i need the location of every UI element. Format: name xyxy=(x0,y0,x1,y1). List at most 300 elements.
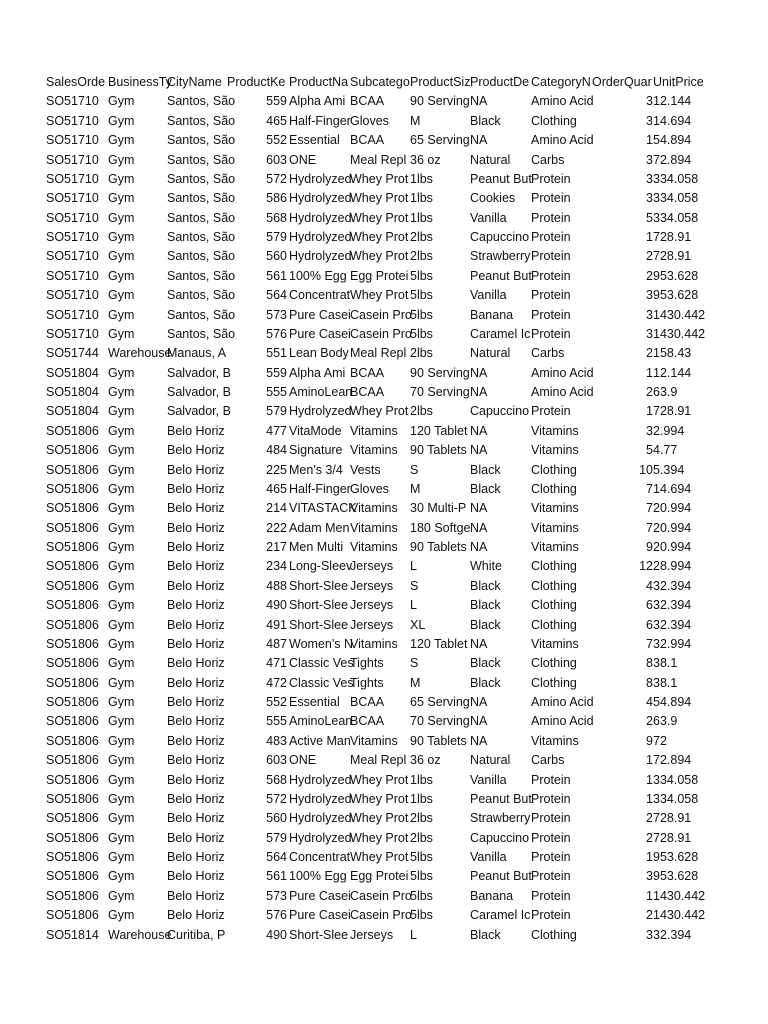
table-cell: Caramel Ic xyxy=(470,326,531,341)
table-cell: Warehouse xyxy=(108,346,172,361)
table-cell: Vanilla xyxy=(470,850,507,864)
table-cell: L xyxy=(410,927,417,942)
table-cell: 484 xyxy=(266,443,287,458)
table-cell: SO51806 xyxy=(46,578,99,593)
table-cell: 552 xyxy=(266,133,287,148)
table-cell: 32.994 xyxy=(653,636,692,651)
table-cell: SO51806 xyxy=(46,520,99,535)
table-cell: Gym xyxy=(108,753,135,768)
table-cell: 572 xyxy=(266,791,287,806)
table-cell: 120 Tablet xyxy=(410,423,468,438)
table-cell: Protein xyxy=(531,888,571,903)
table-cell: SO51806 xyxy=(46,636,99,651)
table-cell: White xyxy=(470,559,502,574)
table-cell: 334.058 xyxy=(653,791,699,806)
table-cell: 222 xyxy=(266,520,287,535)
table-cell: 90 Serving xyxy=(410,365,470,380)
table-cell: 561 xyxy=(266,869,287,884)
table-cell: 1 xyxy=(646,888,653,903)
table-cell: 6 xyxy=(646,617,653,632)
table-cell: Belo Horiz xyxy=(167,520,225,535)
table-cell: Santos, São xyxy=(167,191,236,206)
table-cell: 38.1 xyxy=(653,675,678,690)
table-cell: 12.144 xyxy=(653,365,692,380)
table-cell: Gym xyxy=(108,152,135,167)
table-cell: 559 xyxy=(266,365,287,380)
table-cell: Strawberry xyxy=(470,249,531,264)
table-cell: 334.058 xyxy=(653,210,699,225)
table-cell: 472 xyxy=(266,675,287,690)
table-cell: SO51806 xyxy=(46,830,99,845)
table-cell: Protein xyxy=(531,191,571,206)
table-cell: Amino Acid xyxy=(531,94,594,109)
table-cell: Black xyxy=(470,578,501,593)
table-cell: Gloves xyxy=(350,113,389,128)
table-cell: 2 xyxy=(646,908,653,923)
column-header: CityName xyxy=(167,75,222,89)
table-cell: 38.1 xyxy=(653,656,678,671)
table-cell: 728.91 xyxy=(653,404,692,419)
table-cell: 5lbs xyxy=(410,268,433,283)
table-cell: Concentrat xyxy=(289,288,351,303)
table-cell: 579 xyxy=(266,404,287,419)
column-header: SalesOrde xyxy=(46,75,106,89)
table-cell: 4 xyxy=(646,578,653,593)
table-cell: Meal Repl xyxy=(350,346,407,361)
table-cell: Belo Horiz xyxy=(167,714,225,729)
table-cell: 953.628 xyxy=(653,288,699,303)
table-cell: 488 xyxy=(266,578,287,593)
table-cell: Men's 3/4 xyxy=(289,462,343,477)
table-cell: 334.058 xyxy=(653,191,699,206)
table-cell: BCAA xyxy=(350,133,385,148)
table-cell: SO51806 xyxy=(46,753,99,768)
table-cell: 3 xyxy=(646,423,653,438)
table-cell: 2 xyxy=(646,346,653,361)
table-cell: Santos, São xyxy=(167,133,236,148)
table-cell: Belo Horiz xyxy=(167,462,225,477)
table-cell: Hydrolyzed xyxy=(289,404,352,419)
table-cell: Protein xyxy=(531,772,571,787)
table-cell: Gym xyxy=(108,656,135,671)
table-cell: Gym xyxy=(108,714,135,729)
table-cell: 28.994 xyxy=(653,559,692,574)
table-cell: Vanilla xyxy=(470,210,507,225)
table-cell: 953.628 xyxy=(653,850,699,864)
table-cell: 70 Serving xyxy=(410,714,470,729)
table-cell: Capuccino xyxy=(470,404,530,419)
table-cell: L xyxy=(410,598,417,613)
table-cell: Gym xyxy=(108,869,135,884)
table-cell: SO51804 xyxy=(46,365,99,380)
table-cell: 4.77 xyxy=(653,443,678,458)
table-cell: Cookies xyxy=(470,191,516,206)
table-cell: Belo Horiz xyxy=(167,636,225,651)
table-cell: Gym xyxy=(108,559,135,574)
table-cell: Clothing xyxy=(531,617,577,632)
table-cell: 5lbs xyxy=(410,326,433,341)
table-cell: Belo Horiz xyxy=(167,559,225,574)
table-cell: 32.394 xyxy=(653,598,692,613)
table-cell: Gym xyxy=(108,443,135,458)
table-cell: Clothing xyxy=(531,559,577,574)
table-cell: Jerseys xyxy=(350,617,394,632)
table-cell: Casein Pro xyxy=(350,908,412,923)
table-cell: 5lbs xyxy=(410,307,433,322)
table-cell: SO51806 xyxy=(46,811,99,826)
table-cell: Protein xyxy=(531,811,571,826)
table-cell: 3 xyxy=(646,869,653,884)
table-cell: 90 Tablets xyxy=(410,540,467,554)
table-cell: 30 Multi-P xyxy=(410,501,467,516)
table-cell: 12.144 xyxy=(653,94,692,109)
table-cell: Black xyxy=(470,481,501,496)
table-cell: 491 xyxy=(266,617,287,632)
table-cell: SO51710 xyxy=(46,249,99,264)
table-cell: SO51806 xyxy=(46,695,99,709)
table-cell: 65 Serving xyxy=(410,133,470,148)
table-cell: 1430.442 xyxy=(653,908,706,923)
table-cell: 1 xyxy=(646,772,653,787)
table-cell: Belo Horiz xyxy=(167,443,225,458)
table-cell: 2 xyxy=(646,249,653,264)
table-cell: 32.394 xyxy=(653,617,692,632)
table-cell: Clothing xyxy=(531,578,577,593)
table-cell: Gym xyxy=(108,249,135,264)
table-cell: Protein xyxy=(531,171,571,186)
table-cell: VITASTACK xyxy=(289,501,357,516)
table-cell: 490 xyxy=(266,927,287,942)
table-cell: Gym xyxy=(108,850,135,864)
table-cell: Concentrat xyxy=(289,850,351,864)
table-cell: Gym xyxy=(108,675,135,690)
table-cell: Whey Prot xyxy=(350,210,409,225)
table-cell: SO51806 xyxy=(46,423,99,438)
table-cell: Long-Sleev xyxy=(289,559,353,574)
table-cell: SO51804 xyxy=(46,385,99,399)
table-cell: Belo Horiz xyxy=(167,753,225,768)
table-cell: Gym xyxy=(108,617,135,632)
table-cell: 3 xyxy=(646,307,653,322)
table-cell: 3 xyxy=(646,171,653,186)
table-cell: SO51710 xyxy=(46,94,99,109)
table-cell: SO51806 xyxy=(46,772,99,787)
table-cell: 728.91 xyxy=(653,249,692,264)
table-cell: Carbs xyxy=(531,346,565,361)
table-cell: Clothing xyxy=(531,113,577,128)
table-cell: Vests xyxy=(350,462,381,477)
table-cell: Gym xyxy=(108,695,135,709)
table-cell: SO51806 xyxy=(46,559,99,574)
table-cell: 559 xyxy=(266,94,287,109)
table-cell: 551 xyxy=(266,346,287,361)
table-cell: Short-Slee xyxy=(289,598,349,613)
table-cell: Vitamins xyxy=(531,733,579,748)
table-cell: 20.994 xyxy=(653,501,692,516)
table-cell: SO51806 xyxy=(46,656,99,671)
table-cell: 2 xyxy=(646,714,653,729)
table-cell: Gym xyxy=(108,481,135,496)
table-cell: Whey Prot xyxy=(350,191,409,206)
table-cell: Carbs xyxy=(531,152,565,167)
table-cell: Vanilla xyxy=(470,288,507,303)
table-cell: Clothing xyxy=(531,462,577,477)
table-cell: Vitamins xyxy=(350,520,398,535)
table-cell: SO51806 xyxy=(46,598,99,613)
table-cell: SO51710 xyxy=(46,210,99,225)
table-cell: 2lbs xyxy=(410,230,433,244)
table-cell: 579 xyxy=(266,830,287,845)
table-cell: 1 xyxy=(646,404,653,419)
table-cell: BCAA xyxy=(350,714,385,729)
table-cell: 54.894 xyxy=(653,133,692,148)
table-cell: Belo Horiz xyxy=(167,481,225,496)
table-cell: Protein xyxy=(531,249,571,264)
table-cell: 3 xyxy=(646,326,653,341)
table-cell: Belo Horiz xyxy=(167,908,225,923)
table-cell: L xyxy=(410,559,417,574)
table-cell: NA xyxy=(470,520,488,535)
table-cell: 572 xyxy=(266,171,287,186)
table-cell: Whey Prot xyxy=(350,171,409,186)
table-cell: Belo Horiz xyxy=(167,540,225,554)
table-cell: 728.91 xyxy=(653,811,692,826)
table-cell: SO51806 xyxy=(46,462,99,477)
table-cell: Gym xyxy=(108,268,135,283)
table-cell: Black xyxy=(470,617,501,632)
table-cell: Essential xyxy=(289,695,340,709)
column-header: CategoryN xyxy=(531,75,591,89)
table-cell: 14.694 xyxy=(653,113,692,128)
table-cell: Whey Prot xyxy=(350,791,409,806)
table-cell: 334.058 xyxy=(653,171,699,186)
table-cell: NA xyxy=(470,695,488,709)
table-cell: Pure Casei xyxy=(289,888,351,903)
table-cell: 1430.442 xyxy=(653,307,706,322)
table-cell: Protein xyxy=(531,210,571,225)
table-cell: Capuccino xyxy=(470,830,530,845)
table-cell: 3 xyxy=(646,94,653,109)
table-cell: Caramel Ic xyxy=(470,908,531,923)
table-cell: Amino Acid xyxy=(531,385,594,399)
table-cell: Whey Prot xyxy=(350,249,409,264)
table-cell: Adam Men xyxy=(289,520,350,535)
column-header: ProductNa xyxy=(289,75,349,89)
table-cell: Vitamins xyxy=(350,733,398,748)
table-cell: Protein xyxy=(531,791,571,806)
table-cell: Vitamins xyxy=(531,443,579,458)
table-cell: Belo Horiz xyxy=(167,888,225,903)
table-cell: 158.43 xyxy=(653,346,692,361)
table-cell: Vitamins xyxy=(531,423,579,438)
table-cell: Belo Horiz xyxy=(167,791,225,806)
table-cell: Santos, São xyxy=(167,326,236,341)
table-cell: Gym xyxy=(108,365,135,380)
column-header: BusinessTy xyxy=(108,75,172,89)
table-cell: Santos, São xyxy=(167,249,236,264)
table-cell: 3 xyxy=(646,152,653,167)
table-cell: 214 xyxy=(266,501,287,516)
table-cell: 234 xyxy=(266,559,287,574)
table-cell: BCAA xyxy=(350,695,385,709)
table-cell: 90 Tablets xyxy=(410,733,467,748)
table-cell: AminoLean xyxy=(289,385,353,399)
table-cell: 490 xyxy=(266,598,287,613)
table-cell: 20.994 xyxy=(653,540,692,554)
table-cell: Jerseys xyxy=(350,578,394,593)
table-cell: 579 xyxy=(266,230,287,244)
table-cell: Protein xyxy=(531,404,571,419)
table-cell: NA xyxy=(470,133,488,148)
table-cell: Jerseys xyxy=(350,927,394,942)
table-cell: Gym xyxy=(108,385,135,399)
table-cell: Amino Acid xyxy=(531,133,594,148)
table-cell: 334.058 xyxy=(653,772,699,787)
table-cell: Natural xyxy=(470,753,511,768)
table-cell: NA xyxy=(470,636,488,651)
table-cell: Gym xyxy=(108,307,135,322)
table-cell: Black xyxy=(470,656,501,671)
table-cell: Black xyxy=(470,675,501,690)
table-cell: 3 xyxy=(646,113,653,128)
table-cell: 728.91 xyxy=(653,830,692,845)
table-cell: Hydrolyzed xyxy=(289,171,352,186)
table-cell: 5lbs xyxy=(410,288,433,303)
table-cell: M xyxy=(410,113,421,128)
table-cell: Warehouse xyxy=(108,927,172,942)
table-cell: 1 xyxy=(646,850,653,864)
table-cell: NA xyxy=(470,714,488,729)
table-cell: SO51814 xyxy=(46,927,99,942)
table-cell: Gym xyxy=(108,326,135,341)
table-cell: Short-Slee xyxy=(289,578,349,593)
table-cell: 2 xyxy=(646,385,653,399)
table-cell: SO51710 xyxy=(46,152,99,167)
table-cell: Amino Acid xyxy=(531,695,594,709)
table-cell: SO51806 xyxy=(46,501,99,516)
table-cell: Protein xyxy=(531,830,571,845)
table-cell: Carbs xyxy=(531,753,565,768)
table-cell: Salvador, B xyxy=(167,365,231,380)
table-cell: SO51806 xyxy=(46,675,99,690)
table-cell: 2 xyxy=(646,811,653,826)
table-cell: Whey Prot xyxy=(350,772,409,787)
column-header: UnitPrice xyxy=(653,75,704,89)
table-cell: Belo Horiz xyxy=(167,675,225,690)
table-cell: SO51806 xyxy=(46,908,99,923)
table-cell: Clothing xyxy=(531,598,577,613)
table-cell: Gym xyxy=(108,462,135,477)
table-cell: SO51806 xyxy=(46,443,99,458)
table-cell: Curitiba, P xyxy=(167,927,226,942)
table-cell: 1 xyxy=(646,365,653,380)
table-cell: 20.994 xyxy=(653,520,692,535)
table-cell: Protein xyxy=(531,268,571,283)
table-cell: SO51806 xyxy=(46,714,99,729)
table-cell: Gym xyxy=(108,811,135,826)
table-cell: 576 xyxy=(266,908,287,923)
table-cell: NA xyxy=(470,443,488,458)
table-cell: 603 xyxy=(266,152,287,167)
table-cell: Santos, São xyxy=(167,210,236,225)
table-cell: NA xyxy=(470,733,488,748)
table-cell: 7 xyxy=(646,501,653,516)
table-cell: 603 xyxy=(266,753,287,768)
table-cell: 487 xyxy=(266,636,287,651)
column-header: ProductSiz xyxy=(410,75,471,89)
table-cell: Whey Prot xyxy=(350,830,409,845)
table-cell: Santos, São xyxy=(167,230,236,244)
table-cell: 555 xyxy=(266,385,287,399)
table-cell: 9 xyxy=(646,540,653,554)
table-cell: S xyxy=(410,578,419,593)
table-cell: Hydrolyzed xyxy=(289,230,352,244)
table-cell: Gym xyxy=(108,133,135,148)
table-cell: SO51806 xyxy=(46,540,99,554)
table-cell: Santos, São xyxy=(167,152,236,167)
table-cell: 180 Softge xyxy=(410,520,471,535)
table-cell: NA xyxy=(470,540,488,554)
table-cell: S xyxy=(410,656,419,671)
table-cell: Alpha Ami xyxy=(289,94,346,109)
table-cell: Hydrolyzed xyxy=(289,772,352,787)
table-cell: 120 Tablet xyxy=(410,636,468,651)
table-cell: 1 xyxy=(646,753,653,768)
table-cell: 8 xyxy=(646,675,653,690)
table-cell: Active Man xyxy=(289,733,351,748)
table-cell: 1lbs xyxy=(410,791,433,806)
table-cell: SO51710 xyxy=(46,191,99,206)
table-cell: 36 oz xyxy=(410,753,441,768)
table-cell: 471 xyxy=(266,656,287,671)
table-cell: Salvador, B xyxy=(167,385,231,399)
table-cell: Vitamins xyxy=(350,636,398,651)
table-cell: 225 xyxy=(266,462,287,477)
table-cell: Black xyxy=(470,462,501,477)
table-cell: SO51710 xyxy=(46,288,99,303)
column-header: Subcatego xyxy=(350,75,410,89)
table-cell: SO51710 xyxy=(46,171,99,186)
table-cell: 2lbs xyxy=(410,249,433,264)
table-cell: 2lbs xyxy=(410,811,433,826)
table-cell: 576 xyxy=(266,326,287,341)
table-cell: 568 xyxy=(266,210,287,225)
table-cell: 3 xyxy=(646,288,653,303)
table-cell: Strawberry xyxy=(470,811,531,826)
table-cell: SO51806 xyxy=(46,617,99,632)
table-cell: Whey Prot xyxy=(350,404,409,419)
table-cell: Vitamins xyxy=(531,540,579,554)
table-cell: Salvador, B xyxy=(167,404,231,419)
table-cell: 2 xyxy=(646,268,653,283)
table-cell: Gym xyxy=(108,94,135,109)
table-cell: M xyxy=(410,481,421,496)
table-cell: Gym xyxy=(108,578,135,593)
table-cell: Protein xyxy=(531,307,571,322)
table-cell: 5 xyxy=(646,443,653,458)
table-cell: Gym xyxy=(108,733,135,748)
table-cell: Gloves xyxy=(350,481,389,496)
table-cell: Gym xyxy=(108,830,135,845)
table-cell: 465 xyxy=(266,113,287,128)
table-cell: 217 xyxy=(266,540,287,554)
table-cell: Banana xyxy=(470,888,514,903)
table-cell: Signature xyxy=(289,443,343,458)
table-cell: Hydrolyzed xyxy=(289,210,352,225)
table-cell: 1lbs xyxy=(410,191,433,206)
table-cell: Santos, São xyxy=(167,288,236,303)
table-cell: NA xyxy=(470,94,488,109)
